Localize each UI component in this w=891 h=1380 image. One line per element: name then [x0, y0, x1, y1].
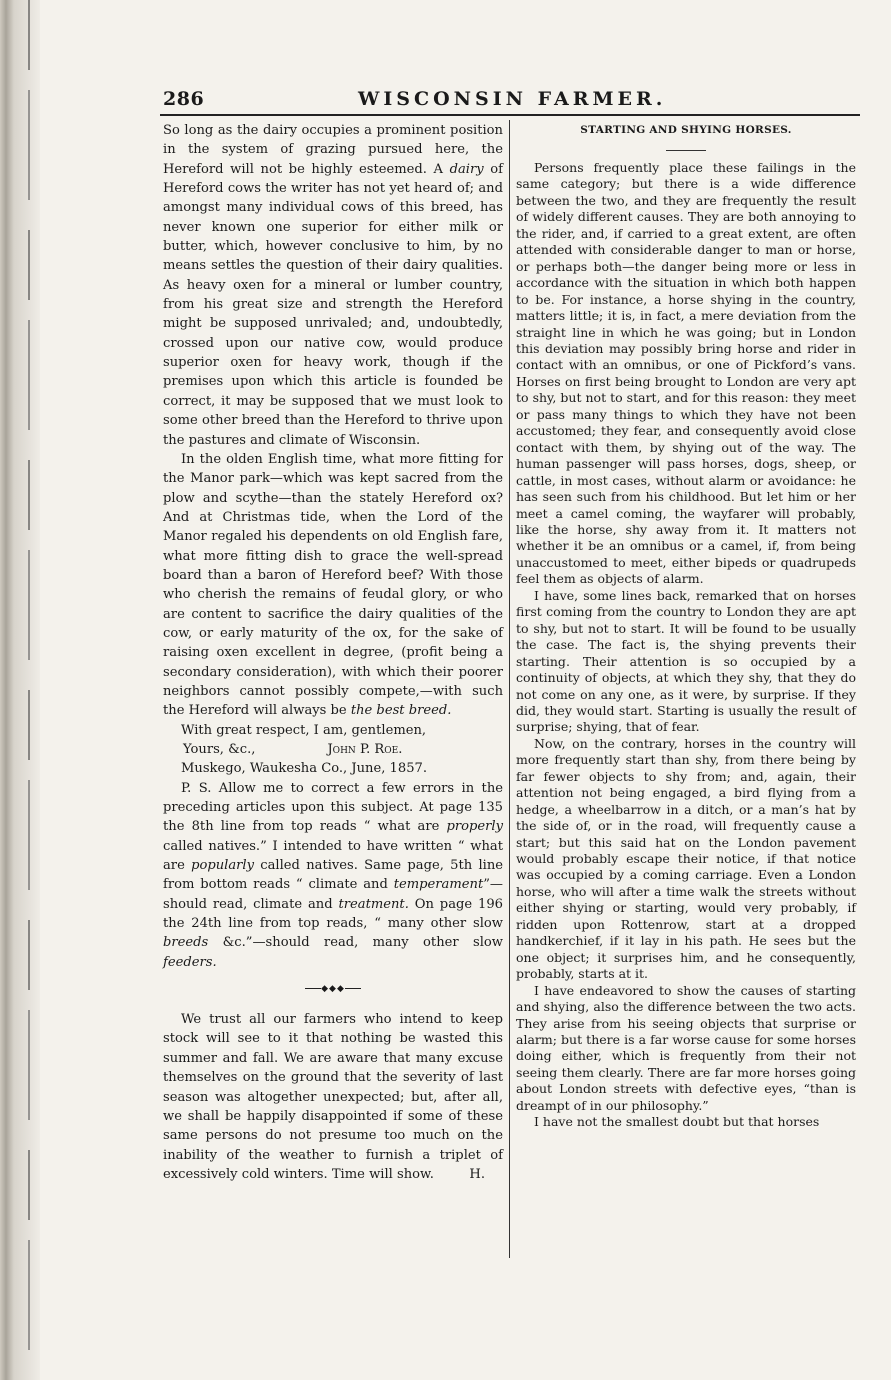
article-paragraph: I have not the smallest doubt but that horses: [534, 1114, 820, 1130]
book-binding-edge: [0, 0, 40, 1380]
editorial-note: [163, 1010, 503, 1184]
olden-english-paragraph: In the olden English time, what more fitting for the Manor park—which was kept sacred from the plow and scythe—than the stately Hereford ox? And at Christmas tide, when the Lord of the Manor regaled his dependents on old English fare, what more fitting dish to grace the well-spread board than a baron of Hereford beef? With those who cherish the remains of feudal glory, or who are content to sacrifice the dairy qualities of the cow, or early maturity of the ox, for the sake of raising oxen excellent in degree, (profit being a secondary consideration), with which their poorer neighbors cannot possibly compete,—with such the Hereford will always be the best breed.: [163, 451, 503, 719]
column-divider: [509, 120, 510, 1258]
editorial-text: We trust all our farmers who intend to keep stock will see to it that nothing be wasted this summer and fall. We are aware that many excuse themselves on the ground that the severity of last season was altogether unexpected; but, after all, we shall be happily disappointed if some of these same persons do not presume too much on the inability of the weather to furnish a triplet of excessively cold winters. Time will show.: [163, 1012, 503, 1182]
article-heading: STARTING AND SHYING HORSES.: [580, 124, 792, 136]
page-header: [163, 86, 860, 114]
section-ornament: ◆◆◆: [163, 984, 503, 994]
header-rule: [160, 114, 860, 116]
right-column: [516, 121, 856, 1131]
editorial-initial: H.: [469, 1166, 485, 1182]
signature-place-date: Muskego, Waukesha Co., June, 1857.: [181, 761, 428, 777]
article-paragraph: I have endeavored to show the causes of starting and shying, also the difference between the two acts. They arise from his seeing objects that surprise or alarm; but there is a far worse cause for some horses doing either, which is frequently from their not seeing them clearly. There are far more horses going about London streets with defective eyes, “than is dreampt of in our philosophy.”: [516, 982, 856, 1113]
signature-greeting: With great respect, I am, gentlemen,: [181, 722, 427, 738]
left-column: [163, 121, 503, 1184]
signature-closing-line: [163, 740, 503, 759]
running-title: WISCONSIN FARMER.: [358, 88, 667, 110]
heading-rule: [666, 150, 706, 151]
signature-closing: Yours, &c.,: [183, 742, 256, 757]
article-paragraph: Persons frequently place these failings in the same category; but there is a wide difference between the two, and they are frequently the result of widely different causes. They are both annoying to the rider, and, if carried to a great extent, are often attended with considerable danger to man or horse, or perhaps both—the danger being more or less in accordance with the situation in which both happen to be. For instance, a horse shying in the country, matters little; it is, in fact, a mere deviation from the straight line in which he was going; but in London this deviation may possibly bring horse and rider in contact with an omnibus, or one of Pickford’s vans. Horses on first being brought to London are very apt to shy, but not to start, and for this reason: they meet or pass many things to which they have not been accustomed; they fear, and consequently avoid close contact with them, by shying out of the way. The human passenger will pass horses, dogs, sheep, or cattle, in most cases, without alarm or avoidance: he has seen such from his childhood. But let him or her meet a camel coming, the wayfarer will probably, like the horse, shy away from it. It matters not whether it be an omnibus or a camel, if, from being unaccustomed to meet, either bipeds or quadrupeds feel them as objects of alarm.: [516, 160, 856, 587]
hereford-paragraph: So long as the dairy occupies a prominent position in the system of grazing pursued here, the Hereford will not be highly esteemed. A dairy of Hereford cows the writer has not yet heard of; and amongst many individual cows of this breed, has never known one superior for either milk or butter, which, however conclusive to him, by no means settles the question of their dairy qualities. As heavy oxen for a mineral or lumber country, from his great size and strength the Hereford might be supposed unrivaled; and, undoubtedly, crossed upon our native cow, would produce superior oxen for heavy work, though if the premises upon which this article is founded be correct, it may be supposed that we must look to some other breed than the Hereford to thrive upon the pastures and climate of Wisconsin.: [163, 123, 503, 448]
article-paragraph: I have, some lines back, remarked that on horses first coming from the country to London they are apt to shy, but not to start. It will be found to be usually the case. The fact is, the shying prevents their starting. Their attention is so occupied by a continuity of objects, at which they shy, that they do not come on any one, as it were, by surprise. If they did, they would start. Starting is usually the result of surprise; shying, that of fear.: [516, 587, 856, 735]
postscript-paragraph: P. S. Allow me to correct a few errors in the preceding articles upon this subject. At page 135 the 8th line from top reads “ what are properly called natives.” I intended to have written “ what are popularly called natives. Same page, 5th line from bottom reads “ climate and temperament”—should read, climate and treatment. On page 196 the 24th line from top reads, “ many other slow breeds &c.”—should read, many other slow feeders.: [163, 780, 504, 970]
page-number: 286: [163, 88, 205, 110]
signature-name: John P. Roe.: [327, 742, 403, 757]
article-paragraph: Now, on the contrary, horses in the country will more frequently start than shy, from there being by far fewer objects to shy from; and, again, their attention not being engaged, a bird flying from a hedge, a wheelbarrow in a ditch, or a man’s hat by the side of, or in the road, will frequently cause a start; but this said hat on the London pavement would probably escape their notice, if that notice was occupied by a coming carriage. Even a London horse, who will after a time walk the streets without either shying or starting, would very probably, if ridden upon Rottenrow, start at a dropped handkerchief, if it lay in his path. He sees but the one object; it surprises him, and he consequently, probably, starts at it.: [516, 735, 856, 982]
